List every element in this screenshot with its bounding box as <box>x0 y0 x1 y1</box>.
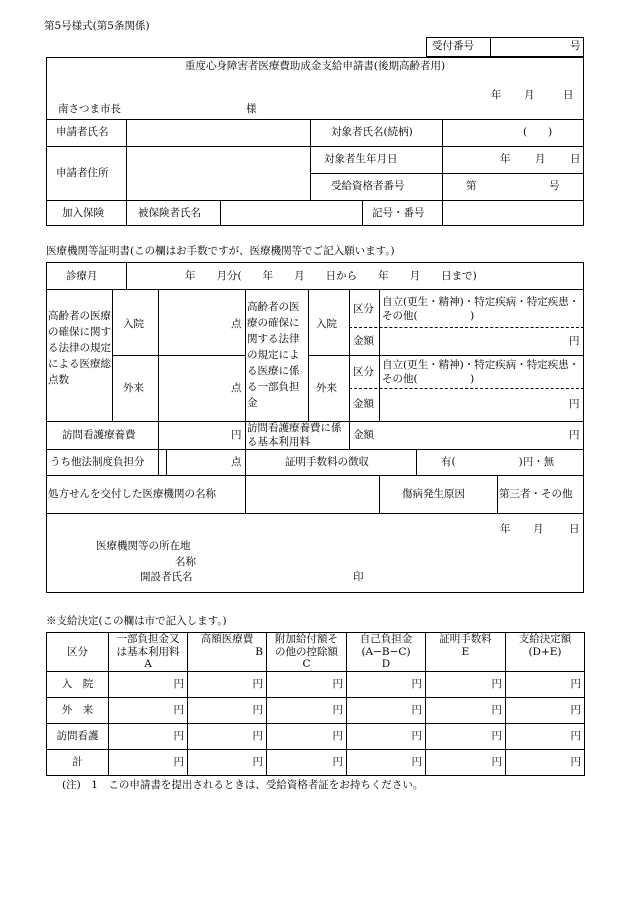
payment-col-total-header: 支給決定額(D+E) <box>506 633 585 672</box>
addressee-sama: 様 <box>246 103 257 115</box>
payment-cell[interactable]: 円 <box>426 750 506 776</box>
cert-date-month: 月 <box>533 523 544 535</box>
receipt-number-label: 受付番号 <box>432 40 474 52</box>
kubun-options-1[interactable]: 自立(更生・精神)・特定疾病・特定疾患・その他( ) <box>382 296 580 322</box>
payment-col-a-header: 一部負担金又は基本利用料 A <box>109 633 188 672</box>
receipt-number-unit: 号 <box>570 40 581 52</box>
payment-col-e-header: 証明手数料 E <box>426 633 506 672</box>
payment-cell[interactable]: 円 <box>347 724 426 750</box>
inpatient-points-field[interactable] <box>160 291 230 353</box>
inpatient-label: 入院 <box>123 318 144 330</box>
payment-cell[interactable]: 円 <box>347 672 426 698</box>
payment-cell[interactable]: 円 <box>267 698 347 724</box>
burden-inpatient-label: 入院 <box>316 318 337 330</box>
payment-row-total <box>47 750 585 776</box>
payment-cell[interactable]: 円 <box>188 698 267 724</box>
nursing-fee-label: 訪問看護療養費に係る基本利用料 <box>247 422 342 448</box>
subject-birth-label: 対象者生年月日 <box>324 153 398 165</box>
payment-cell[interactable]: 円 <box>188 724 267 750</box>
facility-info-field[interactable] <box>210 535 580 587</box>
payment-cell[interactable]: 円 <box>267 724 347 750</box>
cert-dai: 第 <box>466 180 477 192</box>
form-title: 重度心身障害者医療費助成金支給申請書(後期高齢者用) <box>184 60 446 72</box>
outpatient-points-field[interactable] <box>160 357 230 419</box>
kingaku-label-2: 金額 <box>353 398 374 410</box>
payment-row-label: 外 来 <box>47 698 109 724</box>
payment-cell[interactable]: 円 <box>506 750 585 776</box>
symbol-number-label: 記号・番号 <box>372 207 425 219</box>
birth-month: 月 <box>535 153 546 165</box>
burden-label: 高齢者の医療の確保に関する法律の規定による医療に係る一部負担金 <box>247 301 300 409</box>
payment-table <box>46 632 585 776</box>
payment-cell[interactable]: 円 <box>188 750 267 776</box>
date-month: 月 <box>524 89 535 101</box>
insured-name-label: 被保険者氏名 <box>138 207 201 219</box>
subject-name-label: 対象者氏名(続柄) <box>331 126 413 138</box>
relation-paren: ( ) <box>523 126 553 138</box>
kubun-label-1: 区分 <box>353 303 374 315</box>
other-law-label: うち他法制度負担分 <box>50 456 145 468</box>
symbol-number-field[interactable] <box>444 202 582 224</box>
form-number: 第5号様式(第5条関係) <box>44 20 150 32</box>
cert-number-field[interactable] <box>444 175 582 199</box>
payment-row-outpatient <box>47 698 585 724</box>
payment-cell[interactable]: 円 <box>506 698 585 724</box>
applicant-address-field[interactable] <box>128 148 308 198</box>
cause-label: 傷病発生原因 <box>402 488 465 500</box>
receipt-number-field[interactable] <box>493 38 567 56</box>
payment-cell[interactable]: 円 <box>109 750 188 776</box>
cert-fee-label: 証明手数料の徴収 <box>285 456 369 468</box>
nursing-yen-unit: 円 <box>231 429 242 441</box>
founder-label: 開設者氏名 <box>140 571 193 583</box>
payment-row-inpatient <box>47 672 585 698</box>
cert-date-year: 年 <box>500 523 511 535</box>
medical-heading: 医療機関等証明書(この欄はお手数ですが、医療機関等でご記入願います。) <box>46 245 395 257</box>
cert-number-label: 受給資格者番号 <box>331 180 405 192</box>
applicant-name-field[interactable] <box>128 121 308 145</box>
nursing-label: 訪問看護療養費 <box>62 429 136 441</box>
inpatient-points-unit: 点 <box>231 318 242 330</box>
payment-col-b-header: 高額医療費 B <box>188 633 267 672</box>
prescription-field[interactable] <box>247 477 377 511</box>
date-year: 年 <box>491 89 502 101</box>
outpatient-amount-field[interactable] <box>381 390 567 419</box>
yen-unit-3: 円 <box>569 429 580 441</box>
date-day: 日 <box>563 89 574 101</box>
nursing-amount-field[interactable] <box>160 423 230 447</box>
payment-cell[interactable]: 円 <box>109 672 188 698</box>
payment-cell[interactable]: 円 <box>426 724 506 750</box>
applicant-address-label: 申請者住所 <box>56 167 109 179</box>
burden-outpatient-label: 外来 <box>316 382 337 394</box>
outpatient-points-unit: 点 <box>231 382 242 394</box>
payment-row-label: 訪問看護 <box>47 724 109 750</box>
addressee-mayor: 南さつま市長 <box>58 103 121 115</box>
payment-heading: ※支給決定(この欄は市で記入します。) <box>46 615 227 627</box>
payment-cell[interactable]: 円 <box>506 724 585 750</box>
total-points-label: 高齢者の医療の確保に関する法律の規定による医療総点数 <box>48 310 111 386</box>
payment-cell[interactable]: 円 <box>188 672 267 698</box>
payment-col-c-header: 附加給付額その他の控除額 C <box>267 633 347 672</box>
nursing-fee-amount-field[interactable] <box>351 423 567 447</box>
payment-col-d-header: 自己負担金(A−B−C) D <box>347 633 426 672</box>
footnote: (注) 1 この申請書を提出されるときは、受給資格者証をお持ちください。 <box>62 779 424 791</box>
other-law-field[interactable] <box>168 451 230 473</box>
insurance-label: 加入保険 <box>62 207 104 219</box>
seal-mark: 印 <box>353 571 364 583</box>
payment-row-label: 入 院 <box>47 672 109 698</box>
location-label: 医療機関等の所在地 <box>96 540 191 552</box>
applicant-name-label: 申請者氏名 <box>56 126 109 138</box>
kingaku-label-1: 金額 <box>353 335 374 347</box>
yen-unit-1: 円 <box>569 335 580 347</box>
payment-cell[interactable]: 円 <box>426 698 506 724</box>
other-law-unit: 点 <box>231 456 242 468</box>
birth-year: 年 <box>500 153 511 165</box>
subject-birth-field[interactable] <box>444 148 582 172</box>
month-label: 診療月 <box>66 270 98 282</box>
outpatient-label: 外来 <box>123 382 144 394</box>
payment-cell[interactable]: 円 <box>347 750 426 776</box>
kingaku-label-3: 金額 <box>353 429 374 441</box>
month-text: 年 月分( 年 月 日から 年 月 日まで) <box>185 270 477 282</box>
facility-name-label: 名称 <box>175 556 196 568</box>
yen-unit-2: 円 <box>569 398 580 410</box>
cert-go: 号 <box>549 180 560 192</box>
payment-cell[interactable]: 円 <box>267 672 347 698</box>
payment-row-nursing <box>47 724 585 750</box>
insured-name-field[interactable] <box>222 202 360 224</box>
payment-cell[interactable]: 円 <box>347 698 426 724</box>
payment-kubun-header: 区分 <box>47 633 109 672</box>
cause-options[interactable]: 第三者・その他 <box>499 488 573 500</box>
payment-cell[interactable]: 円 <box>109 698 188 724</box>
payment-cell[interactable]: 円 <box>506 672 585 698</box>
payment-cell[interactable]: 円 <box>426 672 506 698</box>
inpatient-amount-field[interactable] <box>381 329 567 353</box>
payment-row-label: 計 <box>47 750 109 776</box>
payment-cell[interactable]: 円 <box>109 724 188 750</box>
birth-day: 日 <box>570 153 581 165</box>
kubun-options-2[interactable]: 自立(更生・精神)・特定疾病・特定疾患・その他( ) <box>382 359 580 385</box>
cert-fee-options[interactable]: 有( )円・無 <box>441 456 555 468</box>
prescription-label: 処方せんを交付した医療機関の名称 <box>48 488 216 500</box>
kubun-label-2: 区分 <box>353 366 374 378</box>
payment-cell[interactable]: 円 <box>267 750 347 776</box>
subject-name-field[interactable] <box>444 121 582 145</box>
cert-date-day: 日 <box>569 523 580 535</box>
